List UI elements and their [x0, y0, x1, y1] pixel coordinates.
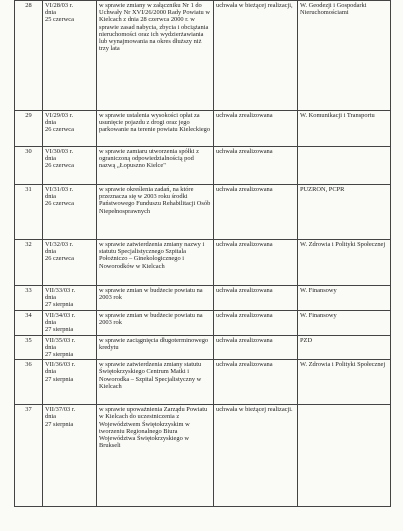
resolution-status: uchwała zrealizowana — [216, 148, 273, 155]
responsible-department: W. Finansowy — [300, 311, 337, 319]
resolution-status: uchwała w bieżącej realizacji, — [216, 2, 293, 9]
subject-cell — [97, 111, 214, 147]
department-cell — [298, 111, 391, 147]
resolution-date: 26 czerwca — [45, 200, 74, 208]
row-number: 29 — [15, 111, 43, 147]
table-row — [15, 335, 391, 360]
resolution-status: uchwała zrealizowana — [216, 287, 273, 294]
row-number: 30 — [15, 147, 43, 185]
resolution-number: VI/31/03 r. — [45, 186, 74, 193]
date-prefix: dnia — [45, 343, 57, 351]
department-cell — [298, 286, 391, 311]
row-number: 35 — [15, 335, 43, 360]
resolution-status: uchwała zrealizowana — [216, 241, 273, 248]
subject-cell — [97, 240, 214, 286]
resolution-date: 26 czerwca — [45, 255, 74, 263]
status-cell — [214, 240, 298, 286]
resolution-subject: w sprawie określenia zadań, na które przeznacza się w 2003 roku środki Państwowego Funduszu Rehabilitacji Osób Niepełnosprawnych — [99, 186, 211, 215]
resolution-date: 27 sierpnia — [45, 351, 74, 359]
resolution-date: 27 sierpnia — [45, 375, 74, 383]
responsible-department: W. Komunikacji i Transportu — [300, 112, 375, 119]
resolution-subject: w sprawie zmian w budżecie powiatu na 2003 rok — [99, 287, 203, 302]
resolution-subject: w sprawie upoważnienia Zarządu Powiatu w Kielcach do uczestniczenia z Województwem Świętokrzyskim w tworzeniu Regionalnego Biura Województwa Świętokrzyskiego w Brukseli — [99, 406, 208, 450]
date-prefix: dnia — [45, 413, 57, 421]
subject-cell — [97, 185, 214, 240]
resolution-number: VI/29/03 r. — [45, 112, 74, 119]
resolution-status: uchwała w bieżącej realizacji. — [216, 406, 293, 414]
responsible-department: W. Zdrowia i Polityki Społecznej — [300, 241, 386, 248]
resolution-number: VII/36/03 r. — [45, 361, 76, 369]
table-row — [15, 147, 391, 185]
department-cell — [298, 310, 391, 335]
table-row — [15, 240, 391, 286]
table-row — [15, 1, 391, 111]
department-cell — [298, 240, 391, 286]
row-number: 31 — [15, 185, 43, 240]
resolutions-table — [14, 0, 391, 507]
resolution-number: VII/33/03 r. — [45, 287, 76, 294]
resolution-number: VI/28/03 r. — [45, 2, 74, 9]
resolution-number: VI/32/03 r. — [45, 241, 74, 248]
resolution-date: 26 czerwca — [45, 162, 74, 170]
status-cell — [214, 147, 298, 185]
status-cell — [214, 360, 298, 405]
resolution-date: 26 czerwca — [45, 126, 74, 134]
department-cell — [298, 147, 391, 185]
subject-cell — [97, 360, 214, 405]
resolution-id-cell — [43, 147, 97, 185]
resolution-status: uchwała zrealizowana — [216, 112, 273, 119]
table-row — [15, 310, 391, 335]
subject-cell — [97, 286, 214, 311]
subject-cell — [97, 405, 214, 507]
resolution-number: VII/37/03 r. — [45, 406, 76, 414]
table-row — [15, 405, 391, 507]
department-cell — [298, 335, 391, 360]
row-number: 32 — [15, 240, 43, 286]
row-number: 37 — [15, 405, 43, 507]
date-prefix: dnia — [45, 248, 57, 256]
date-prefix: dnia — [45, 318, 57, 326]
resolution-id-cell — [43, 405, 97, 507]
resolution-subject: w sprawie zaciągnięcia długoterminowego kredytu — [99, 336, 209, 351]
row-number: 34 — [15, 310, 43, 335]
department-cell — [298, 185, 391, 240]
responsible-department: PUZRON, PCPR — [300, 186, 345, 193]
responsible-department: W. Geodezji i Gospodarki Nieruchomościami — [300, 2, 367, 17]
resolution-subject: w sprawie zmian w budżecie powiatu na 2003 rok — [99, 311, 203, 326]
resolution-id-cell — [43, 360, 97, 405]
table-row — [15, 185, 391, 240]
subject-cell — [97, 310, 214, 335]
date-prefix: dnia — [45, 368, 57, 376]
table-row — [15, 360, 391, 405]
date-prefix: dnia — [45, 9, 57, 17]
date-prefix: dnia — [45, 193, 57, 201]
row-number: 33 — [15, 286, 43, 311]
resolution-subject: w sprawie zatwierdzenia zmiany statutu Świętokrzyskiego Centrum Matki i Noworodka – Szpital Specjalistyczny w Kielcach — [99, 361, 202, 390]
subject-cell — [97, 335, 214, 360]
resolution-date: 27 sierpnia — [45, 301, 74, 309]
responsible-department: W. Finansowy — [300, 287, 337, 294]
resolution-id-cell — [43, 240, 97, 286]
status-cell — [214, 286, 298, 311]
resolution-subject: w sprawie zmiany w załączniku Nr 1 do Uchwały Nr XVI/26/2000 Rady Powiatu w Kielcach z dnia 28 czerwca 2000 r. w sprawie zasad nabycia, zbycia i obciążania nieruchomości oraz ich wydzierżawiania lub wynajmowania na okres dłuższy niż trzy lata — [99, 2, 210, 53]
status-cell — [214, 310, 298, 335]
date-prefix: dnia — [45, 119, 57, 127]
subject-cell — [97, 147, 214, 185]
resolution-status: uchwała zrealizowana — [216, 311, 273, 319]
date-prefix: dnia — [45, 155, 57, 163]
status-cell — [214, 1, 298, 111]
resolution-date: 27 sierpnia — [45, 326, 74, 334]
resolution-id-cell — [43, 111, 97, 147]
resolution-id-cell — [43, 310, 97, 335]
table-row — [15, 111, 391, 147]
row-number: 36 — [15, 360, 43, 405]
department-cell — [298, 1, 391, 111]
resolution-date: 25 czerwca — [45, 16, 74, 24]
resolution-number: VII/35/03 r. — [45, 336, 76, 344]
resolution-id-cell — [43, 286, 97, 311]
resolution-subject: w sprawie ustalenia wysokości opłat za usunięcie pojazdu z drogi oraz jego parkowanie na terenie powiatu Kieleckiego — [99, 112, 211, 134]
responsible-department: PZD — [300, 336, 313, 344]
resolution-status: uchwała zrealizowana — [216, 336, 273, 344]
subject-cell — [97, 1, 214, 111]
resolution-id-cell — [43, 335, 97, 360]
status-cell — [214, 405, 298, 507]
department-cell — [298, 405, 391, 507]
resolution-id-cell — [43, 1, 97, 111]
resolution-id-cell — [43, 185, 97, 240]
department-cell — [298, 360, 391, 405]
resolution-status: uchwała zrealizowana — [216, 186, 273, 193]
status-cell — [214, 185, 298, 240]
responsible-department: W. Zdrowia i Polityki Społecznej — [300, 361, 386, 369]
resolution-status: uchwała zrealizowana — [216, 361, 273, 369]
table-row — [15, 286, 391, 311]
status-cell — [214, 111, 298, 147]
resolution-subject: w sprawie zamiaru utworzenia spółki z ograniczoną odpowiedzialnością pod nazwą „Łopuszno Kielce" — [99, 148, 199, 170]
resolution-number: VI/30/03 r. — [45, 148, 74, 155]
row-number: 28 — [15, 1, 43, 111]
resolution-date: 27 sierpnia — [45, 420, 74, 428]
status-cell — [214, 335, 298, 360]
date-prefix: dnia — [45, 294, 57, 302]
resolution-number: VII/34/03 r. — [45, 311, 76, 319]
resolution-subject: w sprawie zatwierdzenia zmiany nazwy i statutu Specjalistycznego Szpitala Położniczo – Ginekologicznego i Noworodków w Kielcach — [99, 241, 205, 270]
